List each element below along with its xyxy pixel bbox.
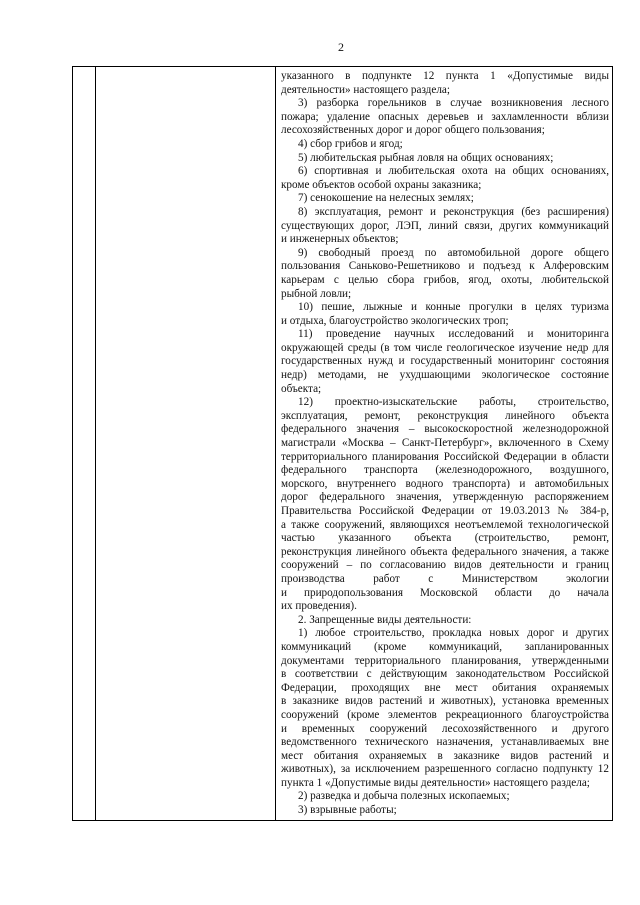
prohibited-activity-3 xyxy=(281,804,609,818)
permitted-activity-3 xyxy=(281,97,609,138)
text-line: документами территориального планирования, утвержденными xyxy=(281,654,609,667)
text-line: частью указанного объекта (строительство, ремонт, xyxy=(281,532,609,545)
text-line: и отдыха, благоустройство экологических троп; xyxy=(281,314,509,327)
text-line: коммуникаций (кроме коммуникаций, запланированных xyxy=(281,640,609,653)
text-line: 8) эксплуатация, ремонт и реконструкция (без расширения) xyxy=(298,205,609,218)
permitted-activity-5 xyxy=(281,152,609,166)
text-line: эксплуатация, ремонт, реконструкция линейного объекта xyxy=(281,409,609,422)
paragraph-continuation xyxy=(281,70,609,97)
text-line: магистрали «Москва – Санкт-Петербург», включенного в Схему xyxy=(281,437,609,450)
text-line: карьерам с целью сбора грибов, ягод, охоты, любительской xyxy=(281,273,609,286)
prohibited-activities-heading xyxy=(281,614,609,628)
text-line: морского, внутреннего водного транспорта) и автомобильных xyxy=(281,477,609,490)
text-line: 5) любительская рыбная ловля на общих основаниях; xyxy=(298,151,554,164)
text-line: и инженерных объектов; xyxy=(281,233,399,246)
text-line: производства работ с Министерством экологии xyxy=(281,572,609,585)
text-line: сооружений (кроме элементов рекреационного благоустройства xyxy=(281,708,609,721)
text-line: в соответствии с действующим законодательством Российской xyxy=(281,668,609,681)
text-line: 3) взрывные работы; xyxy=(298,804,397,817)
text-line: 2) разведка и добыча полезных ископаемых; xyxy=(298,790,510,803)
permitted-activity-11 xyxy=(281,328,609,396)
prohibited-activity-2 xyxy=(281,790,609,804)
text-line: мест обитания охраняемых в заказнике видов растений и xyxy=(281,749,609,762)
permitted-activity-10 xyxy=(281,301,609,328)
text-line: в заказнике видов растений и животных), установка временных xyxy=(281,695,609,708)
text-line: 1) любое строительство, прокладка новых дорог и других xyxy=(298,627,609,640)
text-line: 2. Запрещенные виды деятельности: xyxy=(298,613,472,626)
text-line: федерального значения – высокоскоростной железнодорожной xyxy=(281,423,609,436)
text-line: ведомственного технического назначения, устанавливаемых вне xyxy=(281,736,609,749)
table-cell-1 xyxy=(73,67,96,820)
page-number: 2 xyxy=(338,40,344,54)
text-line: а также сооружений, являющихся неотъемлемой технологической xyxy=(281,518,609,531)
text-line: 11) проведение научных исследований и мониторинга xyxy=(298,328,609,341)
text-line: и временных сооружений лесохозяйственного и другого xyxy=(281,722,609,735)
text-line: 9) свободный проезд по автомобильной дороге общего xyxy=(298,246,609,259)
text-line: территориального планирования Российской Федерации в области xyxy=(281,450,609,463)
text-line: дорог федерального значения, утвержденную распоряжением xyxy=(281,491,609,504)
text-line: и природопользования Московской области до начала xyxy=(281,586,609,599)
permitted-activity-4 xyxy=(281,138,609,152)
text-line: окружающей среды (в том числе геологическое изучение недр для xyxy=(281,341,609,354)
text-line: пожара; удаление опасных деревьев и захламленности вблизи xyxy=(281,110,609,123)
text-line: федерального транспорта (железнодорожного, воздушного, xyxy=(281,464,609,477)
permitted-activity-9 xyxy=(281,247,609,301)
text-line: 10) пешие, лыжные и конные прогулки в целях туризма xyxy=(298,301,609,314)
text-line: Федерации, проходящих вне мест обитания охраняемых xyxy=(281,681,609,694)
prohibited-activity-1 xyxy=(281,627,609,790)
text-line: реконструкция линейного объекта федерального значения, а также xyxy=(281,545,609,558)
text-line: объекта; xyxy=(281,382,322,395)
text-line: животных), за исключением разрешенного согласно подпункту 12 xyxy=(281,763,609,776)
permitted-activity-12 xyxy=(281,396,609,614)
permitted-activity-8 xyxy=(281,206,609,247)
text-line: 4) сбор грибов и ягод; xyxy=(298,137,403,150)
text-line: 7) сенокошение на нелесных землях; xyxy=(298,192,474,205)
text-line: пункта 1 «Допустимые виды деятельности» настоящего раздела; xyxy=(281,776,590,789)
text-line: существующих дорог, ЛЭП, линий связи, других коммуникаций xyxy=(281,219,609,232)
text-line: рыбной ловли; xyxy=(281,287,352,300)
permitted-activity-7 xyxy=(281,192,609,206)
text-line: деятельности» настоящего раздела; xyxy=(281,83,450,96)
text-line: лесохозяйственных дорог и дорог общего пользования; xyxy=(281,124,545,137)
permitted-activity-6 xyxy=(281,165,609,192)
text-line: их проведения). xyxy=(281,600,357,613)
table-cell-content xyxy=(276,67,612,820)
text-line: Правительства Российской Федерации от 19.03.2013 № 384-р, xyxy=(281,505,609,517)
table-cell-2 xyxy=(96,67,276,820)
text-line: 6) спортивная и любительская охота на общих основаниях, xyxy=(298,165,609,178)
text-line: 3) разборка горельников в случае возникновения лесного xyxy=(298,97,609,110)
text-line: государственных нужд и государственный мониторинг состояния xyxy=(281,355,609,368)
regulations-table xyxy=(72,66,613,821)
text-line: указанного в подпункте 12 пункта 1 «Допустимые виды xyxy=(281,70,609,82)
text-line: сооружений – по согласованию видов деятельности и границ xyxy=(281,559,609,572)
text-line: 12) проектно-изыскательские работы, строительство, xyxy=(298,396,609,409)
text-line: кроме объектов особой охраны заказника; xyxy=(281,178,482,191)
text-line: недр) методами, не ухудшающими экологическое состояние xyxy=(281,369,609,382)
text-line: пользования Саньково-Решетниково и подъезд к Алферовским xyxy=(281,260,609,273)
